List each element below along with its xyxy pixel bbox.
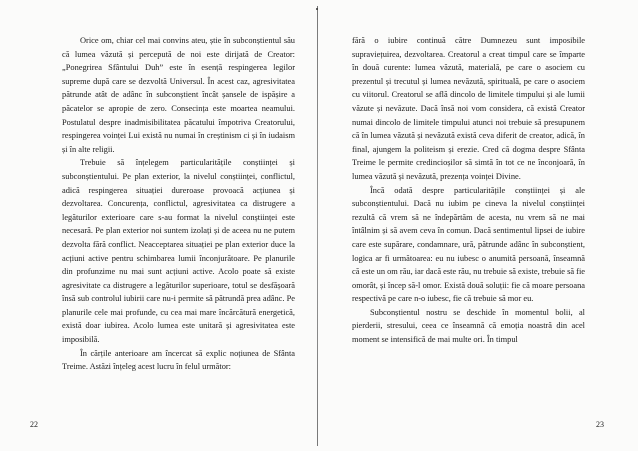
page-number-left: 22 bbox=[30, 420, 38, 429]
paragraph: fără o iubire continuă către Dumnezeu sunt imposibile supraviețuirea, dezvoltarea. Creatorul a creat timpul care se împarte în două curente: lumea văzută, materială, pe care o asociem cu prezentul și trecutul și lumea nevăzută, spirituală, pe care o asociem cu viitorul. Creatorul se află dincolo de limitele timpului și ale lumii văzute și nevăzute. Dacă însă noi vom considera, că există Creator numai dincolo de limitele timpului atunci noi trebuie să presupunem că în lumea văzută și nevăzută există ceva diferit de creator, adică, în final, ajungem la politeism și erezie. Cred că dogma despre Sfânta Treime le permite credincioșilor să simtă în tot ce ne înconjoară, în lumea văzută și nevăzută, prezența voinței Divine. bbox=[352, 36, 585, 181]
right-page-text bbox=[352, 34, 585, 347]
paragraph: Subconștientul nostru se deschide în momentul bolii, al pierderii, stresului, ceea ce înseamnă că emoția noastră din acel moment se intensifică de mai multe ori. În timpul bbox=[352, 307, 585, 345]
page-number-right: 23 bbox=[596, 420, 604, 429]
scan-speck bbox=[316, 8, 318, 10]
left-page-text bbox=[62, 34, 295, 374]
paragraph: În cărțile anterioare am încercat să explic noțiunea de Sfânta Treime. Astăzi înțeleg acest lucru în felul următor: bbox=[62, 348, 295, 372]
paragraph: Încă odată despre particularitățile conștiinței și ale subconștientului. Dacă nu iubim pe cineva la nivelul conștiinței rezultă că vrem să ne îndepărtăm de acesta, nu vrem să ne mai întâlnim și să avem ceva în comun. Dacă sentimentul lipsei de iubire care este supărare, condamnare, ură, pătrunde adânc în subconștient, logica ar fi următoarea: eu nu iubesc o anumită persoană, înseamnă că este un om rău, iar dacă este rău, nu trebuie să existe, trebuie să fie omorât, și încep să-l omor. Există două soluții: fie că moare persoana respectivă pe care n-o iubesc, fie că trebuie să mor eu. bbox=[352, 185, 585, 304]
book-gutter bbox=[317, 6, 318, 446]
paragraph: Orice om, chiar cel mai convins ateu, știe în subconștientul său că lumea văzută și percepută de noi este dirijată de Creator: „Ponegrirea Sfântului Duh” este în esență respingerea legilor supreme după care se dezvoltă Universul. În acest caz, agresivitatea pătrunde atât de adânc în subconștient încât șansele de ispășire a păcatelor se apropie de zero. Consecința este moartea neamului. Postulatul despre inadmisibilitatea păcatului împotriva Creatorului, respingerea voinței Lui există nu numai în creștinism ci și în iudaism și în alte religii. bbox=[62, 36, 295, 154]
paragraph: Trebuie să înțelegem particularitățile conștiinței și subconștientului. Pe plan exterior, la nivelul conștiinței, conflictul, adică respingerea situației dureroase provoacă acțiunea și dezvoltarea. Concurența, conflictul, agresivitatea ca distrugere a legăturilor exterioare care s-au format la nivelul conștiinței este necesară. Pe plan exterior noi suntem izolați și de aceea nu ne putem dezvolta fără conflict. Neacceptarea situației pe plan exterior duce la acțiuni active pentru schimbarea lumii înconjurătoare. Pe planurile din profunzime nu mai sunt acțiuni active. Acolo poate să existe agresivitate ca distrugere a legăturilor superioare, totul se desfășoară însă sub controlul iubirii care nu-i permite să pătrundă prea adânc. Pe planurile cele mai profunde, cu cea mai mare încărcătură energetică, există doar iubirea. Acolo lumea este unitară și agresivitatea este imposibilă. bbox=[62, 158, 295, 345]
